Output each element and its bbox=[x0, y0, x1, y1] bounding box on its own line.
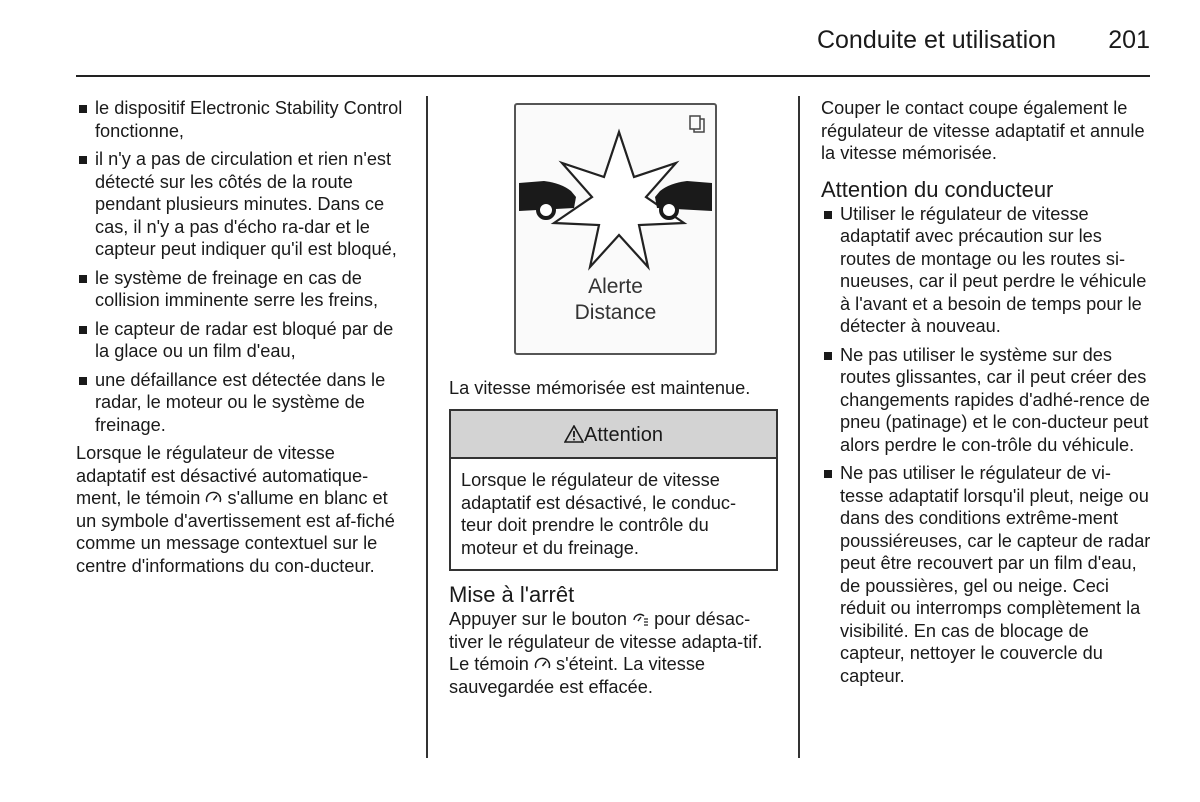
distance-alert-illustration bbox=[514, 103, 717, 355]
bullet-icon bbox=[824, 211, 832, 219]
warning-box bbox=[449, 409, 778, 571]
section-mise-a-larret bbox=[449, 582, 779, 698]
alert-label: Alerte bbox=[588, 275, 643, 298]
page-number: 201 bbox=[1108, 26, 1150, 54]
bullet-icon bbox=[79, 105, 87, 113]
column-divider bbox=[426, 96, 428, 758]
bullet-icon bbox=[824, 470, 832, 478]
bullet-icon bbox=[79, 377, 87, 385]
list-item: le capteur de radar est bloqué par de la glace ou un film d'eau, bbox=[76, 318, 406, 363]
cruise-control-button-icon bbox=[632, 612, 649, 626]
list-item: Utiliser le régulateur de vitesse adaptatif avec précaution sur les routes de montage ou les routes si-nueuses, car il peut perdre le véhicule à l'avant et a besoin de temps pour le détecter à nouveau. bbox=[821, 203, 1151, 338]
list-item: Ne pas utiliser le système sur des routes glissantes, car il peut créer des changements rapides d'adhé-rence de pneu (patinage) et le con-ducteur peut alors perdre le con-trôle du véhicule. bbox=[821, 344, 1151, 457]
header-divider bbox=[76, 75, 1150, 77]
warning-text: Lorsque le régulateur de vitesse adaptatif est désactivé, le conduc-teur doit prendre le contrôle du moteur et du freinage. bbox=[461, 470, 736, 558]
column-divider bbox=[798, 96, 800, 758]
warning-triangle-icon bbox=[564, 425, 584, 443]
column-1 bbox=[76, 97, 406, 577]
bullet-icon bbox=[824, 352, 832, 360]
paragraph: Couper le contact coupe également le régulateur de vitesse adaptatif et annule la vitesse mémorisée. bbox=[821, 98, 1145, 163]
list-item: Ne pas utiliser le régulateur de vi-tesse adaptatif lorsqu'il pleut, neige ou dans des conditions extrême-ment poussiéreuses, car le capteur de radar peut être recouvert par un film d'eau, de poussières, gel ou neige. Ceci réduit ou interromps complètement la visibilité. En cas de blocage de capteur, nettoyer le couvercle du capteur. bbox=[821, 462, 1151, 687]
warning-title: Attention bbox=[584, 424, 663, 446]
column-3 bbox=[821, 97, 1151, 693]
bullet-icon bbox=[79, 275, 87, 283]
document-icon bbox=[690, 116, 704, 132]
bullet-icon bbox=[79, 156, 87, 164]
figure-caption: La vitesse mémorisée est maintenue. bbox=[449, 378, 751, 398]
paragraph: Appuyer sur le bouton pour désac-tiver le régulateur de vitesse adapta-tif. Le témoin s'éteint. La vitesse sauvegardée est effacée. bbox=[449, 609, 763, 697]
bullet-icon bbox=[79, 326, 87, 334]
list-item: il n'y a pas de circulation et rien n'est détecté sur les côtés de la route pendant plusieurs minutes. Dans ce cas, il n'y a pas d'écho ra-dar et le capteur peut indiquer qu'il est bloqué, bbox=[76, 148, 406, 261]
section-title: Conduite et utilisation bbox=[816, 26, 1056, 54]
section-heading: Attention du conducteur bbox=[821, 176, 1054, 202]
paragraph: Lorsque le régulateur de vitesse adaptatif est désactivé automatique-ment, le témoin s'allume en blanc et un symbole d'avertissement est af-fiché comme un message contextuel sur le centre d'informations du con-ducteur. bbox=[76, 443, 395, 576]
right-car-icon bbox=[655, 181, 712, 218]
list-item: une défaillance est détectée dans le radar, le moteur ou le système de freinage. bbox=[76, 369, 406, 437]
alert-label: Distance bbox=[574, 301, 657, 324]
list-item: le système de freinage en cas de collision imminente serre les freins, bbox=[76, 267, 406, 312]
list-item: le dispositif Electronic Stability Control fonctionne, bbox=[76, 97, 406, 142]
warning-header bbox=[451, 411, 776, 459]
section-heading: Mise à l'arrêt bbox=[449, 582, 575, 607]
cruise-control-indicator-icon bbox=[534, 657, 551, 671]
cruise-control-indicator-icon bbox=[205, 491, 222, 505]
left-car-icon bbox=[519, 181, 576, 218]
